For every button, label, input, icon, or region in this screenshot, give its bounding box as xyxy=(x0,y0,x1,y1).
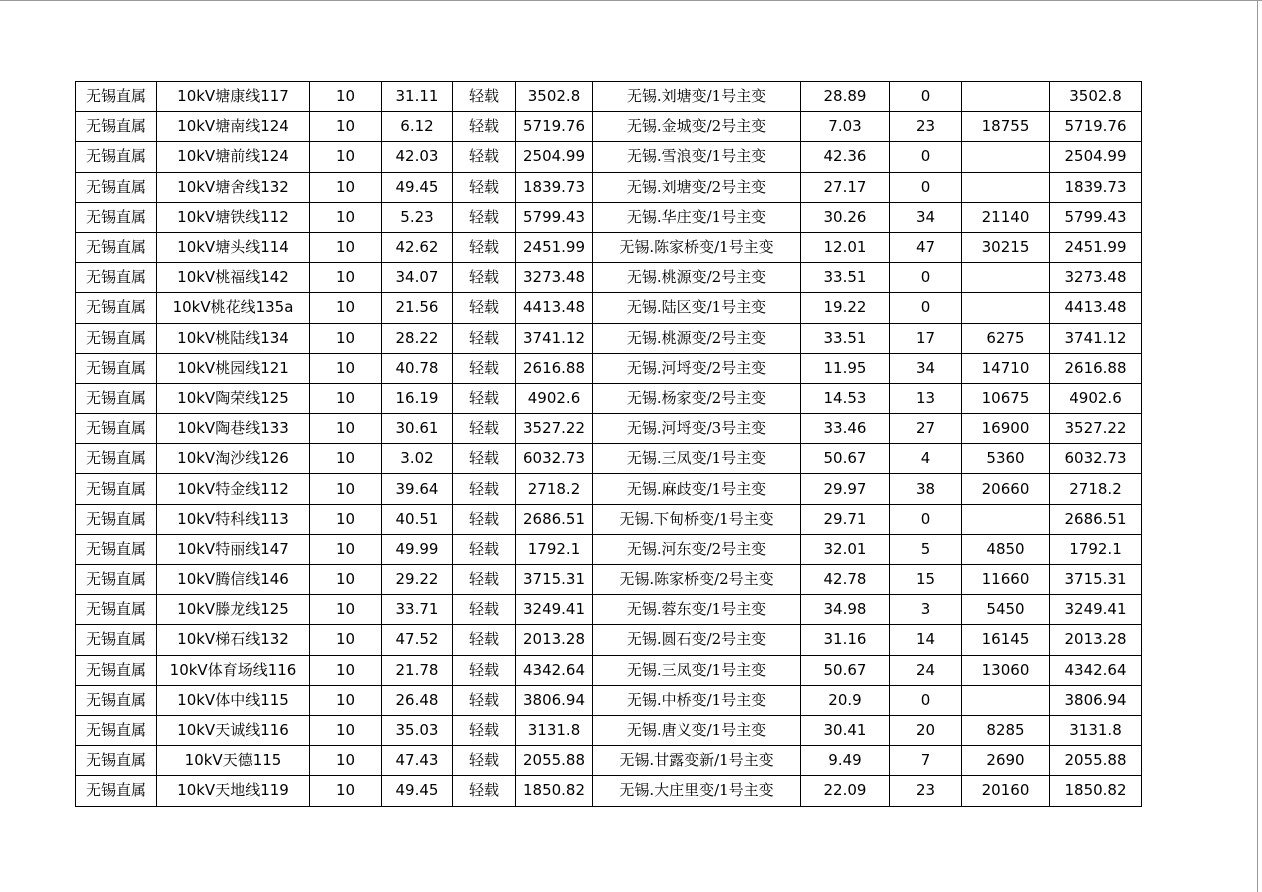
status-cell: 轻载 xyxy=(453,776,516,806)
load-rate-cell: 40.51 xyxy=(382,504,453,534)
transformer-cell: 无锡.陈家桥变/2号主变 xyxy=(593,565,801,595)
transformer-load-cell: 50.67 xyxy=(801,444,890,474)
transformer-cell: 无锡.麻歧变/1号主变 xyxy=(593,474,801,504)
transformer-cell: 无锡.大庄里变/1号主变 xyxy=(593,776,801,806)
capacity-cell: 2055.88 xyxy=(516,746,593,776)
user-capacity-cell: 30215 xyxy=(962,232,1050,262)
transformer-cell: 无锡.刘塘变/2号主变 xyxy=(593,172,801,202)
table-row xyxy=(76,655,1142,685)
transformer-cell: 无锡.唐义变/1号主变 xyxy=(593,715,801,745)
status-cell: 轻载 xyxy=(453,142,516,172)
user-count-cell: 13 xyxy=(890,383,962,413)
available-capacity-cell: 3249.41 xyxy=(1050,595,1142,625)
user-capacity-cell: 6275 xyxy=(962,323,1050,353)
user-count-cell: 38 xyxy=(890,474,962,504)
line-name-cell: 10kV特科线113 xyxy=(157,504,310,534)
voltage-cell: 10 xyxy=(310,383,382,413)
line-name-cell: 10kV陶巷线133 xyxy=(157,414,310,444)
capacity-cell: 3527.22 xyxy=(516,414,593,444)
line-name-cell: 10kV陶荣线125 xyxy=(157,383,310,413)
transformer-load-cell: 29.97 xyxy=(801,474,890,504)
table-row xyxy=(76,142,1142,172)
region-cell: 无锡直属 xyxy=(76,595,157,625)
transformer-cell: 无锡.圆石变/2号主变 xyxy=(593,625,801,655)
transformer-load-cell: 33.46 xyxy=(801,414,890,444)
load-rate-cell: 47.43 xyxy=(382,746,453,776)
user-capacity-cell: 10675 xyxy=(962,383,1050,413)
user-capacity-cell xyxy=(962,293,1050,323)
transformer-cell: 无锡.金城变/2号主变 xyxy=(593,112,801,142)
available-capacity-cell: 3502.8 xyxy=(1050,82,1142,112)
load-table xyxy=(75,81,1142,807)
capacity-cell: 3502.8 xyxy=(516,82,593,112)
capacity-cell: 4342.64 xyxy=(516,655,593,685)
line-name-cell: 10kV天诚线116 xyxy=(157,715,310,745)
region-cell: 无锡直属 xyxy=(76,655,157,685)
table-row xyxy=(76,504,1142,534)
table-row xyxy=(76,414,1142,444)
capacity-cell: 5799.43 xyxy=(516,202,593,232)
status-cell: 轻载 xyxy=(453,172,516,202)
available-capacity-cell: 2013.28 xyxy=(1050,625,1142,655)
load-rate-cell: 47.52 xyxy=(382,625,453,655)
region-cell: 无锡直属 xyxy=(76,625,157,655)
region-cell: 无锡直属 xyxy=(76,293,157,323)
line-name-cell: 10kV天地线119 xyxy=(157,776,310,806)
user-capacity-cell: 13060 xyxy=(962,655,1050,685)
status-cell: 轻载 xyxy=(453,323,516,353)
status-cell: 轻载 xyxy=(453,293,516,323)
status-cell: 轻载 xyxy=(453,202,516,232)
user-count-cell: 4 xyxy=(890,444,962,474)
line-name-cell: 10kV桃园线121 xyxy=(157,353,310,383)
transformer-load-cell: 34.98 xyxy=(801,595,890,625)
status-cell: 轻载 xyxy=(453,112,516,142)
user-count-cell: 27 xyxy=(890,414,962,444)
transformer-load-cell: 32.01 xyxy=(801,534,890,564)
line-name-cell: 10kV梯石线132 xyxy=(157,625,310,655)
transformer-cell: 无锡.桃源变/2号主变 xyxy=(593,263,801,293)
transformer-load-cell: 30.26 xyxy=(801,202,890,232)
page-top-border xyxy=(0,0,1262,1)
transformer-load-cell: 11.95 xyxy=(801,353,890,383)
user-capacity-cell: 11660 xyxy=(962,565,1050,595)
line-name-cell: 10kV特金线112 xyxy=(157,474,310,504)
available-capacity-cell: 3741.12 xyxy=(1050,323,1142,353)
user-count-cell: 15 xyxy=(890,565,962,595)
line-name-cell: 10kV体育场线116 xyxy=(157,655,310,685)
capacity-cell: 3273.48 xyxy=(516,263,593,293)
region-cell: 无锡直属 xyxy=(76,383,157,413)
user-count-cell: 5 xyxy=(890,534,962,564)
table-row xyxy=(76,534,1142,564)
capacity-cell: 3715.31 xyxy=(516,565,593,595)
user-capacity-cell xyxy=(962,172,1050,202)
load-rate-cell: 30.61 xyxy=(382,414,453,444)
available-capacity-cell: 3273.48 xyxy=(1050,263,1142,293)
capacity-cell: 2686.51 xyxy=(516,504,593,534)
voltage-cell: 10 xyxy=(310,595,382,625)
transformer-cell: 无锡.桃源变/2号主变 xyxy=(593,323,801,353)
line-name-cell: 10kV桃福线142 xyxy=(157,263,310,293)
voltage-cell: 10 xyxy=(310,685,382,715)
load-rate-cell: 31.11 xyxy=(382,82,453,112)
transformer-load-cell: 33.51 xyxy=(801,263,890,293)
transformer-load-cell: 9.49 xyxy=(801,746,890,776)
table-row xyxy=(76,112,1142,142)
load-rate-cell: 35.03 xyxy=(382,715,453,745)
capacity-cell: 2013.28 xyxy=(516,625,593,655)
available-capacity-cell: 4342.64 xyxy=(1050,655,1142,685)
user-capacity-cell: 21140 xyxy=(962,202,1050,232)
user-capacity-cell: 20160 xyxy=(962,776,1050,806)
available-capacity-cell: 1839.73 xyxy=(1050,172,1142,202)
user-capacity-cell: 18755 xyxy=(962,112,1050,142)
transformer-cell: 无锡.杨家变/2号主变 xyxy=(593,383,801,413)
transformer-load-cell: 33.51 xyxy=(801,323,890,353)
table-row xyxy=(76,323,1142,353)
status-cell: 轻载 xyxy=(453,353,516,383)
voltage-cell: 10 xyxy=(310,82,382,112)
table-row xyxy=(76,293,1142,323)
table-row xyxy=(76,685,1142,715)
region-cell: 无锡直属 xyxy=(76,82,157,112)
transformer-load-cell: 42.78 xyxy=(801,565,890,595)
region-cell: 无锡直属 xyxy=(76,263,157,293)
transformer-load-cell: 22.09 xyxy=(801,776,890,806)
table-row xyxy=(76,565,1142,595)
transformer-load-cell: 7.03 xyxy=(801,112,890,142)
table-row xyxy=(76,172,1142,202)
user-count-cell: 17 xyxy=(890,323,962,353)
line-name-cell: 10kV塘舍线132 xyxy=(157,172,310,202)
user-count-cell: 0 xyxy=(890,293,962,323)
user-count-cell: 0 xyxy=(890,142,962,172)
transformer-cell: 无锡.雪浪变/1号主变 xyxy=(593,142,801,172)
transformer-load-cell: 12.01 xyxy=(801,232,890,262)
transformer-load-cell: 27.17 xyxy=(801,172,890,202)
load-rate-cell: 40.78 xyxy=(382,353,453,383)
available-capacity-cell: 2504.99 xyxy=(1050,142,1142,172)
status-cell: 轻载 xyxy=(453,746,516,776)
load-rate-cell: 28.22 xyxy=(382,323,453,353)
voltage-cell: 10 xyxy=(310,232,382,262)
transformer-cell: 无锡.中桥变/1号主变 xyxy=(593,685,801,715)
available-capacity-cell: 3715.31 xyxy=(1050,565,1142,595)
transformer-load-cell: 31.16 xyxy=(801,625,890,655)
capacity-cell: 4902.6 xyxy=(516,383,593,413)
line-name-cell: 10kV塘南线124 xyxy=(157,112,310,142)
capacity-cell: 1850.82 xyxy=(516,776,593,806)
user-count-cell: 24 xyxy=(890,655,962,685)
transformer-cell: 无锡.河埒变/2号主变 xyxy=(593,353,801,383)
region-cell: 无锡直属 xyxy=(76,776,157,806)
transformer-cell: 无锡.陆区变/1号主变 xyxy=(593,293,801,323)
voltage-cell: 10 xyxy=(310,776,382,806)
table-row xyxy=(76,383,1142,413)
line-name-cell: 10kV天德115 xyxy=(157,746,310,776)
region-cell: 无锡直属 xyxy=(76,232,157,262)
line-name-cell: 10kV滕龙线125 xyxy=(157,595,310,625)
available-capacity-cell: 2718.2 xyxy=(1050,474,1142,504)
table-row xyxy=(76,715,1142,745)
user-capacity-cell xyxy=(962,685,1050,715)
user-count-cell: 3 xyxy=(890,595,962,625)
region-cell: 无锡直属 xyxy=(76,746,157,776)
available-capacity-cell: 3527.22 xyxy=(1050,414,1142,444)
voltage-cell: 10 xyxy=(310,414,382,444)
transformer-cell: 无锡.三凤变/1号主变 xyxy=(593,444,801,474)
transformer-cell: 无锡.三凤变/1号主变 xyxy=(593,655,801,685)
transformer-cell: 无锡.甘露变新/1号主变 xyxy=(593,746,801,776)
voltage-cell: 10 xyxy=(310,474,382,504)
line-name-cell: 10kV桃花线135a xyxy=(157,293,310,323)
user-count-cell: 34 xyxy=(890,353,962,383)
load-rate-cell: 5.23 xyxy=(382,202,453,232)
region-cell: 无锡直属 xyxy=(76,202,157,232)
status-cell: 轻载 xyxy=(453,595,516,625)
transformer-cell: 无锡.河埒变/3号主变 xyxy=(593,414,801,444)
region-cell: 无锡直属 xyxy=(76,534,157,564)
user-capacity-cell: 2690 xyxy=(962,746,1050,776)
user-capacity-cell: 16145 xyxy=(962,625,1050,655)
load-rate-cell: 29.22 xyxy=(382,565,453,595)
voltage-cell: 10 xyxy=(310,293,382,323)
user-count-cell: 0 xyxy=(890,172,962,202)
transformer-load-cell: 29.71 xyxy=(801,504,890,534)
region-cell: 无锡直属 xyxy=(76,323,157,353)
load-rate-cell: 39.64 xyxy=(382,474,453,504)
voltage-cell: 10 xyxy=(310,112,382,142)
available-capacity-cell: 3131.8 xyxy=(1050,715,1142,745)
status-cell: 轻载 xyxy=(453,474,516,504)
table-row xyxy=(76,232,1142,262)
user-capacity-cell: 5450 xyxy=(962,595,1050,625)
line-name-cell: 10kV塘康线117 xyxy=(157,82,310,112)
table-row xyxy=(76,353,1142,383)
available-capacity-cell: 4413.48 xyxy=(1050,293,1142,323)
voltage-cell: 10 xyxy=(310,504,382,534)
status-cell: 轻载 xyxy=(453,383,516,413)
user-capacity-cell xyxy=(962,504,1050,534)
line-name-cell: 10kV特丽线147 xyxy=(157,534,310,564)
line-name-cell: 10kV淘沙线126 xyxy=(157,444,310,474)
transformer-load-cell: 20.9 xyxy=(801,685,890,715)
voltage-cell: 10 xyxy=(310,353,382,383)
available-capacity-cell: 2451.99 xyxy=(1050,232,1142,262)
capacity-cell: 2718.2 xyxy=(516,474,593,504)
status-cell: 轻载 xyxy=(453,232,516,262)
transformer-cell: 无锡.下甸桥变/1号主变 xyxy=(593,504,801,534)
table-row xyxy=(76,444,1142,474)
voltage-cell: 10 xyxy=(310,202,382,232)
available-capacity-cell: 4902.6 xyxy=(1050,383,1142,413)
line-name-cell: 10kV塘前线124 xyxy=(157,142,310,172)
capacity-cell: 3806.94 xyxy=(516,685,593,715)
line-name-cell: 10kV塘头线114 xyxy=(157,232,310,262)
transformer-cell: 无锡.蓉东变/1号主变 xyxy=(593,595,801,625)
line-name-cell: 10kV腾信线146 xyxy=(157,565,310,595)
voltage-cell: 10 xyxy=(310,625,382,655)
available-capacity-cell: 2616.88 xyxy=(1050,353,1142,383)
available-capacity-cell: 2686.51 xyxy=(1050,504,1142,534)
user-capacity-cell: 20660 xyxy=(962,474,1050,504)
capacity-cell: 6032.73 xyxy=(516,444,593,474)
table-row xyxy=(76,202,1142,232)
capacity-cell: 1839.73 xyxy=(516,172,593,202)
status-cell: 轻载 xyxy=(453,414,516,444)
available-capacity-cell: 5719.76 xyxy=(1050,112,1142,142)
available-capacity-cell: 5799.43 xyxy=(1050,202,1142,232)
available-capacity-cell: 2055.88 xyxy=(1050,746,1142,776)
region-cell: 无锡直属 xyxy=(76,565,157,595)
status-cell: 轻载 xyxy=(453,534,516,564)
user-count-cell: 20 xyxy=(890,715,962,745)
user-capacity-cell xyxy=(962,263,1050,293)
capacity-cell: 4413.48 xyxy=(516,293,593,323)
page-right-border xyxy=(1257,0,1258,892)
user-capacity-cell: 14710 xyxy=(962,353,1050,383)
user-count-cell: 23 xyxy=(890,776,962,806)
load-rate-cell: 33.71 xyxy=(382,595,453,625)
capacity-cell: 1792.1 xyxy=(516,534,593,564)
line-name-cell: 10kV塘铁线112 xyxy=(157,202,310,232)
transformer-load-cell: 50.67 xyxy=(801,655,890,685)
capacity-cell: 3131.8 xyxy=(516,715,593,745)
user-capacity-cell: 16900 xyxy=(962,414,1050,444)
region-cell: 无锡直属 xyxy=(76,715,157,745)
voltage-cell: 10 xyxy=(310,323,382,353)
table-row xyxy=(76,474,1142,504)
status-cell: 轻载 xyxy=(453,504,516,534)
status-cell: 轻载 xyxy=(453,685,516,715)
voltage-cell: 10 xyxy=(310,565,382,595)
user-count-cell: 14 xyxy=(890,625,962,655)
available-capacity-cell: 1792.1 xyxy=(1050,534,1142,564)
table-row xyxy=(76,746,1142,776)
load-rate-cell: 21.56 xyxy=(382,293,453,323)
voltage-cell: 10 xyxy=(310,746,382,776)
available-capacity-cell: 1850.82 xyxy=(1050,776,1142,806)
transformer-load-cell: 14.53 xyxy=(801,383,890,413)
line-name-cell: 10kV桃陆线134 xyxy=(157,323,310,353)
status-cell: 轻载 xyxy=(453,715,516,745)
status-cell: 轻载 xyxy=(453,444,516,474)
transformer-cell: 无锡.华庄变/1号主变 xyxy=(593,202,801,232)
voltage-cell: 10 xyxy=(310,715,382,745)
voltage-cell: 10 xyxy=(310,534,382,564)
transformer-cell: 无锡.陈家桥变/1号主变 xyxy=(593,232,801,262)
transformer-cell: 无锡.刘塘变/1号主变 xyxy=(593,82,801,112)
load-rate-cell: 42.03 xyxy=(382,142,453,172)
region-cell: 无锡直属 xyxy=(76,112,157,142)
load-rate-cell: 21.78 xyxy=(382,655,453,685)
capacity-cell: 3741.12 xyxy=(516,323,593,353)
load-rate-cell: 49.99 xyxy=(382,534,453,564)
user-capacity-cell xyxy=(962,142,1050,172)
load-rate-cell: 34.07 xyxy=(382,263,453,293)
voltage-cell: 10 xyxy=(310,172,382,202)
status-cell: 轻载 xyxy=(453,82,516,112)
user-count-cell: 0 xyxy=(890,504,962,534)
load-rate-cell: 6.12 xyxy=(382,112,453,142)
region-cell: 无锡直属 xyxy=(76,685,157,715)
load-rate-cell: 49.45 xyxy=(382,172,453,202)
available-capacity-cell: 3806.94 xyxy=(1050,685,1142,715)
transformer-load-cell: 28.89 xyxy=(801,82,890,112)
voltage-cell: 10 xyxy=(310,655,382,685)
capacity-cell: 2616.88 xyxy=(516,353,593,383)
table-row xyxy=(76,595,1142,625)
table-row xyxy=(76,263,1142,293)
transformer-load-cell: 19.22 xyxy=(801,293,890,323)
region-cell: 无锡直属 xyxy=(76,414,157,444)
load-rate-cell: 49.45 xyxy=(382,776,453,806)
region-cell: 无锡直属 xyxy=(76,474,157,504)
table-row xyxy=(76,82,1142,112)
transformer-load-cell: 42.36 xyxy=(801,142,890,172)
region-cell: 无锡直属 xyxy=(76,353,157,383)
table-row xyxy=(76,625,1142,655)
capacity-cell: 2504.99 xyxy=(516,142,593,172)
user-capacity-cell: 5360 xyxy=(962,444,1050,474)
user-count-cell: 23 xyxy=(890,112,962,142)
transformer-cell: 无锡.河东变/2号主变 xyxy=(593,534,801,564)
user-count-cell: 47 xyxy=(890,232,962,262)
region-cell: 无锡直属 xyxy=(76,142,157,172)
user-count-cell: 0 xyxy=(890,685,962,715)
voltage-cell: 10 xyxy=(310,444,382,474)
load-rate-cell: 42.62 xyxy=(382,232,453,262)
status-cell: 轻载 xyxy=(453,655,516,685)
user-count-cell: 7 xyxy=(890,746,962,776)
user-count-cell: 34 xyxy=(890,202,962,232)
line-name-cell: 10kV体中线115 xyxy=(157,685,310,715)
transformer-load-cell: 30.41 xyxy=(801,715,890,745)
region-cell: 无锡直属 xyxy=(76,444,157,474)
capacity-cell: 3249.41 xyxy=(516,595,593,625)
user-count-cell: 0 xyxy=(890,82,962,112)
region-cell: 无锡直属 xyxy=(76,172,157,202)
voltage-cell: 10 xyxy=(310,263,382,293)
table-row xyxy=(76,776,1142,806)
user-capacity-cell: 4850 xyxy=(962,534,1050,564)
status-cell: 轻载 xyxy=(453,263,516,293)
region-cell: 无锡直属 xyxy=(76,504,157,534)
user-capacity-cell xyxy=(962,82,1050,112)
status-cell: 轻载 xyxy=(453,565,516,595)
load-rate-cell: 26.48 xyxy=(382,685,453,715)
capacity-cell: 5719.76 xyxy=(516,112,593,142)
table-body xyxy=(76,82,1142,807)
user-capacity-cell: 8285 xyxy=(962,715,1050,745)
status-cell: 轻载 xyxy=(453,625,516,655)
capacity-cell: 2451.99 xyxy=(516,232,593,262)
available-capacity-cell: 6032.73 xyxy=(1050,444,1142,474)
voltage-cell: 10 xyxy=(310,142,382,172)
load-rate-cell: 16.19 xyxy=(382,383,453,413)
user-count-cell: 0 xyxy=(890,263,962,293)
load-rate-cell: 3.02 xyxy=(382,444,453,474)
